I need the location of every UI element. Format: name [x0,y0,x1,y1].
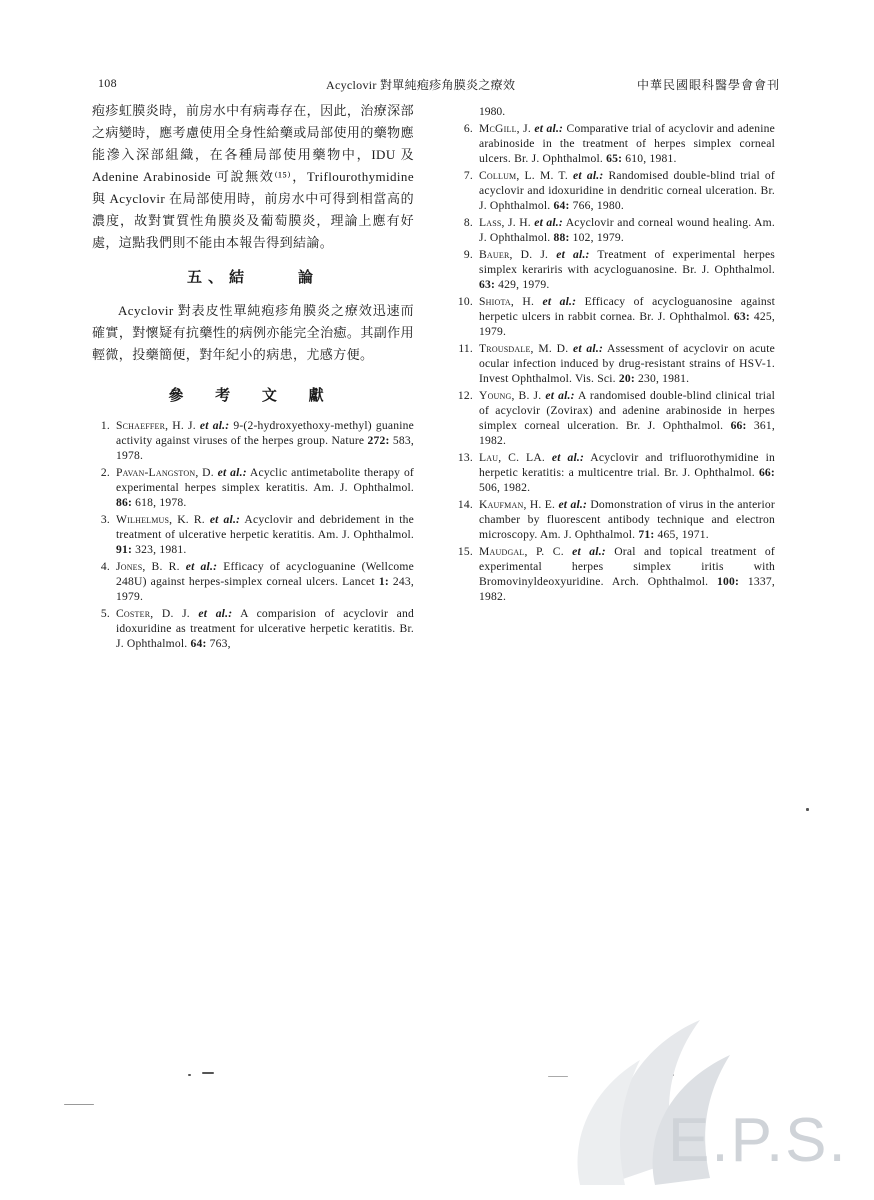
reference-item [92,465,414,510]
reference-tail: 763, [206,637,231,650]
reference-item [92,512,414,557]
reference-etal: et al.: [545,389,575,402]
reference-etal: et al.: [185,560,218,573]
reference-etal: et al.: [573,169,604,182]
reference-tail: 102, 1979. [569,231,624,244]
reference-item [455,450,775,495]
reference-volume: 63: [479,278,496,291]
reference-number: 14. [457,498,473,511]
reference-author: Collum, L. M. T. [479,169,568,182]
reference-etal: et al.: [572,342,604,355]
scan-speck [806,808,809,811]
reference-list-left [92,418,414,651]
reference-number: 8. [463,216,473,229]
reference-text: Acyclic antimetabolite therapy of experimental herpes simplex keratitis. Am. J. Ophthalmol. [116,466,414,494]
reference-author: Pavan-Langston, D. [116,466,214,479]
reference-etal: et al.: [199,419,230,432]
reference-tail: 1337, 1982. [479,575,775,603]
reference-5-continuation: 1980. [479,105,506,118]
reference-item [455,497,775,542]
reference-volume: 64: [553,199,570,212]
reference-etal: et al.: [556,248,590,261]
reference-volume: 71: [638,528,655,541]
reference-item [455,215,775,245]
reference-etal: et al.: [551,451,585,464]
reference-etal: et al.: [217,466,247,479]
reference-text: Comparative trial of acyclovir and adenine arabinoside in the treatment of herpes simplex corneal ulcers. Br. J. Ophthalmol. [479,122,776,165]
reference-author: Young, B. J. [479,389,542,402]
reference-item [455,294,775,339]
reference-number: 3. [100,513,110,526]
reference-number: 2. [100,466,110,479]
reference-tail: 230, 1981. [634,372,690,385]
conclusion-heading-part-b: 論 [298,270,320,286]
reference-volume: 91: [116,543,133,556]
reference-author: Kaufman, H. E. [479,498,556,511]
reference-list-right [455,121,775,604]
reference-text: A comparision of acyclovir and idoxuridine as treatment for ulcerative herpetic keratitis. Br. J. Ophthalmol. [116,607,414,650]
reference-volume: 20: [618,372,635,385]
reference-volume: 86: [116,496,133,509]
reference-number: 7. [463,169,473,182]
reference-author: Schaeffer, H. J. [116,419,196,432]
reference-text: Treatment of experimental herpes simplex kerariris with acycloguanosine. Br. J. Ophthalmol. [479,248,775,276]
reference-tail: 361, 1982. [479,419,776,447]
scan-speck [188,1074,191,1076]
reference-author: Wilhelmus, K. R. [116,513,205,526]
reference-etal: et al.: [534,122,564,135]
reference-item [455,388,775,448]
reference-item [92,559,414,604]
reference-text: 9-(2-hydroxyethoxy-methyl) guanine activity against viruses of the herpes group. Nature [116,419,414,447]
reference-tail: 506, 1982. [479,481,531,494]
reference-tail: 583, 1978. [116,434,415,462]
reference-tail: 465, 1971. [654,528,709,541]
page-number: 108 [98,76,117,90]
reference-etal: et al.: [198,607,233,620]
references-heading: 參 考 文 獻 [168,388,338,404]
reference-author: McGill, J. [479,122,531,135]
reference-number: 4. [100,560,110,573]
reference-text: Efficacy of acycloguanosine against herpetic ulcers in rabbit cornea. Br. J. Ophthalmol. [479,295,775,323]
eps-watermark-text: E.P.S. [668,1106,848,1175]
reference-number: 12. [457,389,473,402]
reference-author: Lass, J. H. [479,216,531,229]
reference-text: Domonstration of virus in the anterior chamber by fluorescent antibody technique and electron microscopy. Am. J. Ophthalmol. [479,498,775,541]
reference-item [455,341,775,386]
reference-author: Bauer, D. J. [479,248,549,261]
reference-author: Lau, C. LA. [479,451,546,464]
conclusion-heading [92,266,414,290]
reference-tail: 610, 1981. [622,152,677,165]
reference-tail: 425, 1979. [479,310,775,338]
reference-volume: 100: [717,575,740,588]
scan-speck [64,1104,94,1105]
reference-volume: 88: [553,231,570,244]
reference-text: Acyclovir and trifluorothymidine in herpetic keratitis: a multicentre trial. Br. J. Ophthalmol. [479,451,775,479]
reference-etal: et al.: [542,295,577,308]
reference-tail: 766, 1980. [569,199,624,212]
reference-text: Assessment of acyclovir on acute ocular infection induced by drug-resistant strains of HSV-1. Invest Ophthalmol. Vis. Sci. [479,342,775,385]
reference-number: 1. [100,419,110,432]
reference-volume: 66: [730,419,747,432]
reference-text: Efficacy of acycloguanine (Wellcome 248U) against herpes-simplex corneal ulcers. Lancet [116,560,414,588]
right-column [455,104,775,606]
reference-item [92,418,414,463]
reference-author: Maudgal, P. C. [479,545,564,558]
reference-etal: et al.: [534,216,563,229]
reference-volume: 272: [367,434,390,447]
reference-tail: 323, 1981. [132,543,187,556]
reference-text: Oral and topical treatment of experimental herpes simplex iritis with Bromovinyldeoxyuridine. Arch. Ophthalmol. [479,545,775,588]
reference-number: 11. [458,342,473,355]
reference-tail: 243, 1979. [116,575,414,603]
scan-speck [202,1072,214,1074]
reference-text: Acyclovir and debridement in the treatment of ulcerative herpetic keratitis. Am. J. Ophthalmol. [116,513,415,541]
reference-number: 6. [463,122,473,135]
reference-tail: 429, 1979. [495,278,550,291]
body-paragraph: 疱疹虹膜炎時，前房水中有病毒存在，因此，治療深部之病變時，應考慮使用全身性給藥或局部使用的藥物應能滲入深部組織，在各種局部使用藥物中，IDU 及 Adenine Arabinoside 可說無效⁽¹⁵⁾，Triflourothymidine 與 Acyclovir 在局部使用時，前房水中可得到相當高的濃度，故對實質性角膜炎及葡萄膜炎，理論上應有好處，這點我們則不能由本報告得到結論。 [92,103,414,250]
reference-etal: et al.: [209,513,241,526]
reference-etal: et al.: [558,498,588,511]
left-column [92,100,414,653]
reference-number: 15. [457,545,473,558]
reference-text: Randomised double-blind trial of acyclovir and idoxuridine in dendritic corneal ulceration. Br. J. Ophthalmol. [479,169,775,212]
reference-number: 10. [457,295,473,308]
reference-number: 13. [457,451,473,464]
reference-volume: 64: [190,637,207,650]
reference-author: Jones, B. R. [116,560,180,573]
reference-author: Trousdale, M. D. [479,342,569,355]
reference-item [92,606,414,651]
journal-name: 中華民國眼科醫學會會刊 [637,78,781,92]
conclusion-paragraph: Acyclovir 對表皮性單純疱疹角膜炎之療效迅速而確實，對懷疑有抗藥性的病例亦能完全治癒。其副作用輕微，投藥簡便，對年紀小的病患，尤感方便。 [92,303,414,362]
reference-volume: 65: [606,152,623,165]
reference-item [455,544,775,604]
reference-text: A randomised double-blind clinical trial of acyclovir (Zovirax) and adenine arabinoside in herpes simplex corneal ulceration. Br. J. Ophthalmol. [479,389,775,432]
reference-etal: et al.: [572,545,606,558]
reference-text: Acyclovir and corneal wound healing. Am. J. Ophthalmol. [479,216,775,244]
reference-volume: 66: [758,466,775,479]
conclusion-heading-part-a: 五、結 [186,270,250,286]
reference-item [455,247,775,292]
reference-author: Shiota, H. [479,295,535,308]
running-title: Acyclovir 對單純疱疹角膜炎之療效 [326,78,516,92]
reference-number: 5. [100,607,110,620]
reference-tail: 618, 1978. [132,496,187,509]
reference-author: Coster, D. J. [116,607,190,620]
reference-volume: 63: [733,310,750,323]
reference-volume: 1: [378,575,389,588]
reference-item [455,168,775,213]
reference-number: 9. [463,248,473,261]
reference-item [455,121,775,166]
